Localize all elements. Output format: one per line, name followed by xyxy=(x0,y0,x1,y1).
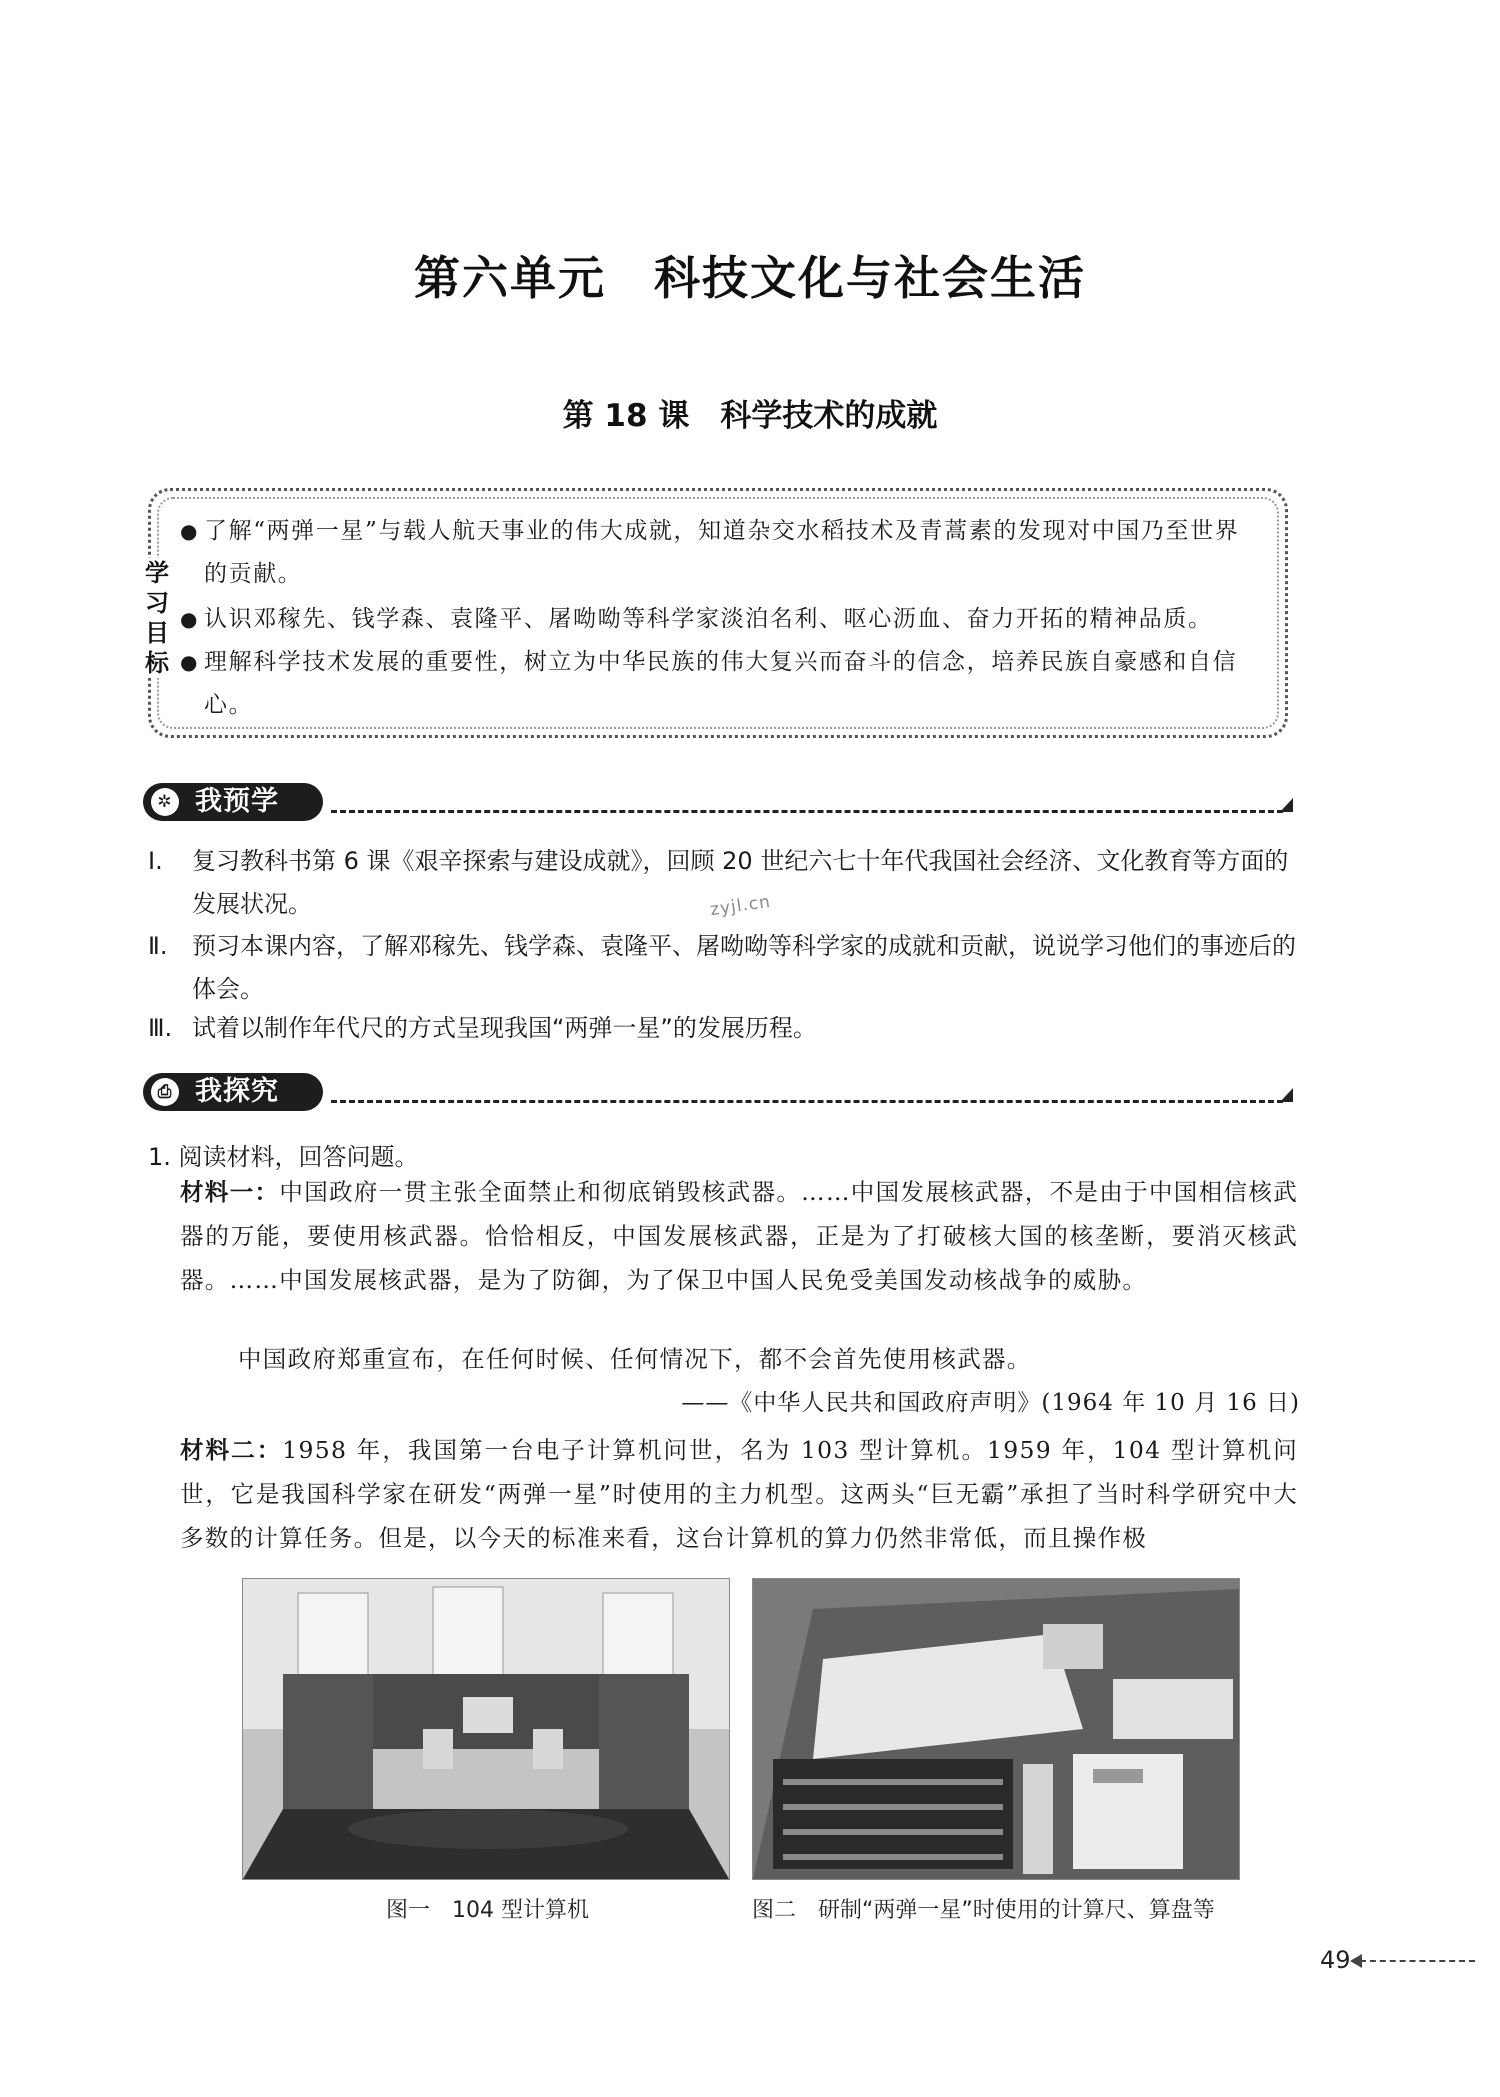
bullet-icon: ● xyxy=(180,519,200,543)
figure-one-caption: 图一 104 型计算机 xyxy=(386,1898,589,1923)
explore-header-text: 我探究 xyxy=(195,1076,279,1107)
bullet-icon: ● xyxy=(180,607,200,631)
goals-label-char: 标 xyxy=(145,649,169,677)
preview-item-text: 复习教科书第 6 课《艰辛探索与建设成就》，回顾 20 世纪六七十年代我国社会经济、文化教育等方面的发展状况。 xyxy=(192,847,1289,918)
preview-badge xyxy=(143,783,323,821)
goal-item xyxy=(182,641,1262,727)
preview-item-text: 预习本课内容，了解邓稼先、钱学森、袁隆平、屠呦呦等科学家的成就和贡献，说说学习他们的事迹后的体会。 xyxy=(192,932,1296,1003)
preview-icon: ✲ xyxy=(151,788,179,816)
lesson-title: 第 18 课 科学技术的成就 xyxy=(562,398,938,434)
preview-item-number: Ⅱ. xyxy=(148,932,168,960)
goal-text: 理解科学技术发展的重要性，树立为中华民族的伟大复兴而奋斗的信念，培养民族自豪感和自信心。 xyxy=(204,649,1238,718)
figure-slide-rule-abacus-photo xyxy=(752,1578,1240,1880)
material-two-text: 1958 年，我国第一台电子计算机问世，名为 103 型计算机。1959 年，104 型计算机问世，它是我国科学家在研发“两弹一星”时使用的主力机型。这两头“巨无霸”承担了当时科学研究中大多数的计算任务。但是，以今天的标准来看，这台计算机的算力仍然非常低，而且操作极 xyxy=(180,1436,1299,1552)
dashed-divider xyxy=(331,1100,1283,1103)
preview-item xyxy=(148,925,1308,1011)
figure-104-computer-photo xyxy=(242,1578,730,1880)
material-one-text: 中国政府一贯主张全面禁止和彻底销毁核武器。……中国发展核武器，不是由于中国相信核武器的万能，要使用核武器。恰恰相反，中国发展核武器，正是为了打破核大国的核垄断，要消灭核武器。……中国发展核武器，是为了防御，为了保卫中国人民免受美国发动核战争的威胁。 xyxy=(180,1178,1298,1294)
material-two-label: 材料二： xyxy=(180,1436,283,1464)
corner-triangle-icon xyxy=(1280,1088,1293,1102)
learning-goals-label xyxy=(140,558,174,678)
goals-label-char: 学 xyxy=(145,559,169,587)
preview-header-text: 我预学 xyxy=(195,786,279,817)
page-arrow-icon xyxy=(1360,1960,1475,1966)
goals-label-char: 目 xyxy=(145,619,169,647)
goal-text: 认识邓稼先、钱学森、袁隆平、屠呦呦等科学家淡泊名利、呕心沥血、奋力开拓的精神品质。 xyxy=(204,606,1213,632)
preview-item-text: 试着以制作年代尺的方式呈现我国“两弹一星”的发展历程。 xyxy=(192,1014,817,1042)
material-one-paragraph-two: 中国政府郑重宣布，在任何时候、任何情况下，都不会首先使用核武器。 xyxy=(238,1345,1032,1373)
preview-item-number: Ⅲ. xyxy=(148,1014,173,1042)
explore-icon: ⎙ xyxy=(151,1078,179,1106)
explore-section-header xyxy=(143,1073,1293,1113)
preview-item xyxy=(148,1007,1308,1050)
material-one xyxy=(180,1170,1298,1302)
page-number: 49 xyxy=(1320,1946,1351,1974)
material-two xyxy=(180,1428,1298,1560)
preview-item-number: Ⅰ. xyxy=(148,847,163,875)
watermark: zyjl.cn xyxy=(708,891,773,921)
bullet-icon: ● xyxy=(180,650,200,674)
dashed-divider xyxy=(331,810,1283,813)
goal-item xyxy=(182,598,1262,641)
goals-label-char: 习 xyxy=(145,589,169,617)
figure-two-caption: 图二 研制“两弹一星”时使用的计算尺、算盘等 xyxy=(752,1898,1215,1923)
material-one-label: 材料一： xyxy=(180,1178,280,1206)
material-one-source: ——《中华人民共和国政府声明》(1964 年 10 月 16 日) xyxy=(681,1390,1300,1416)
corner-triangle-icon xyxy=(1280,798,1293,812)
preview-section-header xyxy=(143,783,1293,823)
goal-item xyxy=(182,510,1262,596)
question-intro: 1. 阅读材料，回答问题。 xyxy=(148,1143,419,1171)
explore-badge xyxy=(143,1073,323,1111)
goal-text: 了解“两弹一星”与载人航天事业的伟大成就，知道杂交水稻技术及青蒿素的发现对中国乃至世界的贡献。 xyxy=(204,518,1240,587)
unit-title: 第六单元 科技文化与社会生活 xyxy=(414,251,1086,305)
